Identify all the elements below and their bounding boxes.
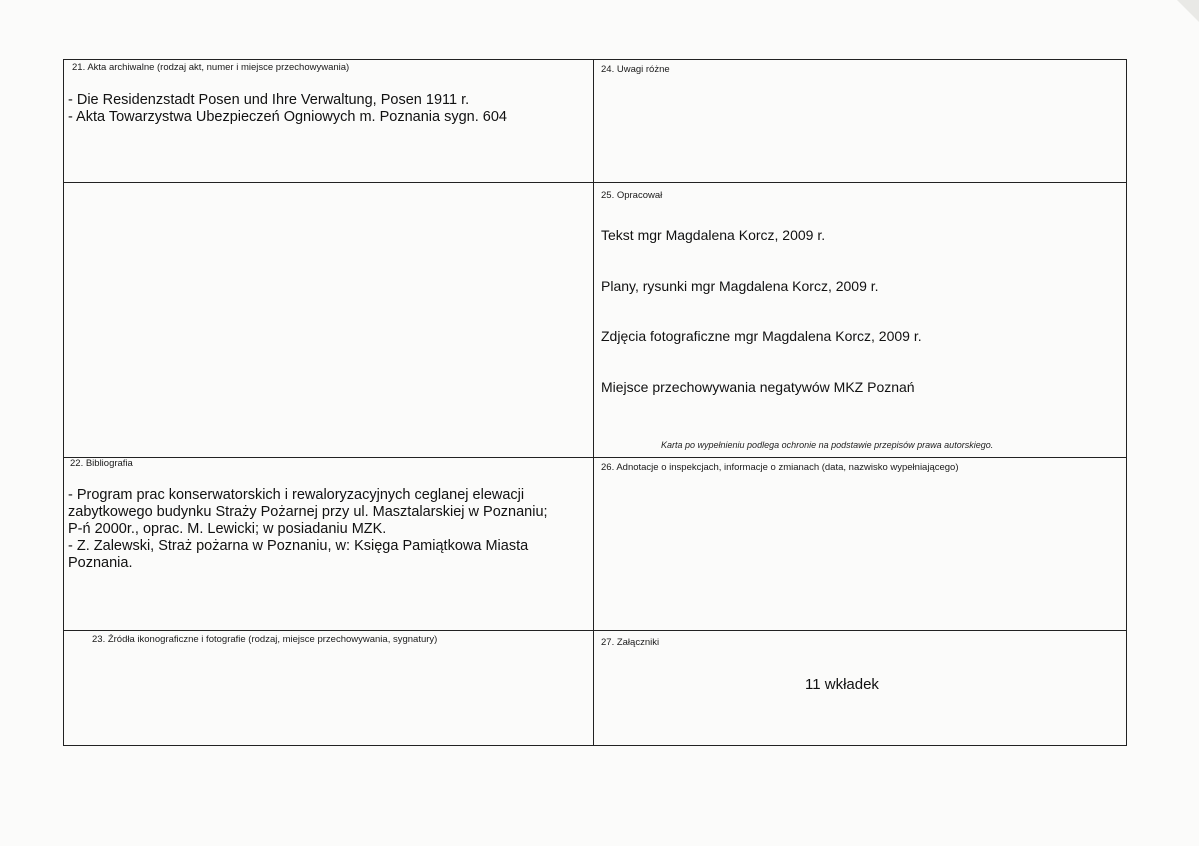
section-21-line: - Akta Towarzystwa Ubezpieczeń Ogniowych m. Poznania sygn. 604 (68, 109, 507, 125)
section-25-entry-text: Tekst mgr Magdalena Korcz, 2009 r. (601, 227, 826, 243)
section-25-entry-negatives: Miejsce przechowywania negatywów MKZ Poznań (601, 379, 915, 395)
attachments-count: 11 wkładek (805, 676, 879, 693)
page-corner-fold (1177, 0, 1199, 22)
section-25-entry-photos: Zdjęcia fotograficzne mgr Magdalena Korcz, 2009 r. (601, 328, 922, 344)
section-24-label: 24. Uwagi różne (601, 64, 670, 75)
section-22-bibliography (64, 458, 593, 630)
section-21-content (68, 92, 507, 126)
section-25-label: 25. Opracował (601, 190, 663, 201)
section-23-label: 23. Źródła ikonograficzne i fotografie (rodzaj, miejsce przechowywania, sygnatury) (92, 634, 438, 645)
section-22-line: - Z. Zalewski, Straż pożarna w Poznaniu, w: Księga Pamiątkowa Miasta (68, 538, 529, 554)
section-26-annotations (594, 458, 1126, 630)
section-22-line: - Program prac konserwatorskich i rewaloryzacyjnych ceglanej elewacji (68, 487, 525, 503)
section-27-label: 27. Załączniki (601, 637, 660, 648)
section-21-label: 21. Akta archiwalne (rodzaj akt, numer i miejsce przechowywania) (72, 62, 350, 73)
section-27-attachments (594, 631, 1126, 745)
section-21-line: - Die Residenzstadt Posen und Ihre Verwaltung, Posen 1911 r. (68, 92, 470, 108)
section-24-remarks (594, 60, 1126, 182)
section-22-content (68, 487, 548, 572)
section-22-label: 22. Bibliografia (70, 458, 133, 469)
section-22-line: P-ń 2000r., oprac. M. Lewicki; w posiadaniu MZK. (68, 521, 387, 537)
section-22-line: zabytkowego budynku Straży Pożarnej przy ul. Masztalarskiej w Poznaniu; (68, 504, 548, 520)
section-25-entry-plans: Plany, rysunki mgr Magdalena Korcz, 2009 r. (601, 278, 879, 294)
form-table (63, 59, 1127, 746)
copyright-note: Karta po wypełnieniu podlega ochronie na podstawie przepisów prawa autorskiego. (661, 440, 994, 450)
empty-left-cell (64, 183, 593, 457)
section-21-archival-records (64, 60, 593, 182)
section-26-label: 26. Adnotacje o inspekcjach, informacje o zmianach (data, nazwisko wypełniającego) (601, 462, 959, 473)
section-25-prepared-by (594, 183, 1126, 457)
section-22-line: Poznania. (68, 555, 133, 571)
section-23-iconographic-sources (64, 631, 593, 745)
